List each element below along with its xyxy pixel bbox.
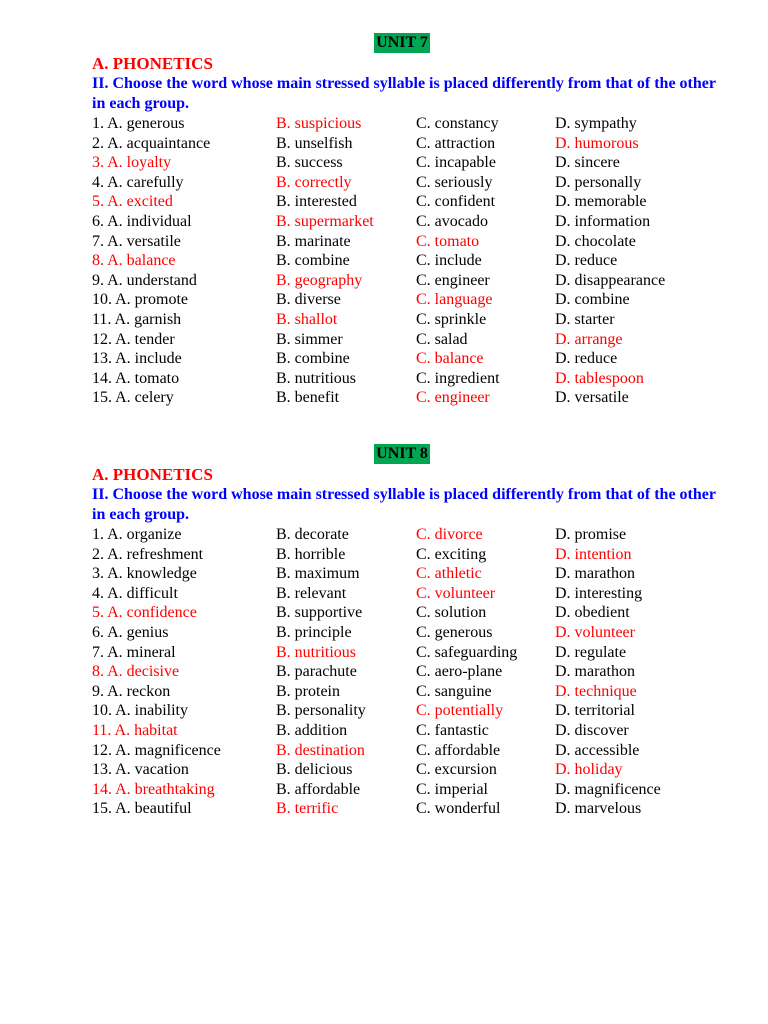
option-a: 13. A. vacation — [92, 761, 189, 779]
question-row — [92, 780, 732, 800]
question-row — [92, 330, 732, 350]
question-row — [92, 525, 732, 545]
option-d: D. technique — [555, 682, 637, 700]
unit-7-section — [0, 33, 768, 407]
option-b: B. supermarket — [276, 212, 374, 230]
option-b: B. success — [276, 154, 343, 172]
option-b: B. principle — [276, 623, 352, 641]
option-a: 5. A. excited — [92, 193, 173, 211]
option-a: 6. A. individual — [92, 212, 192, 230]
question-row — [92, 721, 732, 741]
question-row — [92, 114, 732, 134]
option-c: C. aero-plane — [416, 663, 503, 681]
option-a: 2. A. refreshment — [92, 545, 204, 563]
option-a: 6. A. genius — [92, 623, 169, 641]
option-c: C. language — [416, 291, 493, 309]
option-b: B. correctly — [276, 173, 352, 191]
option-a: 15. A. celery — [92, 389, 174, 407]
option-a: 2. A. acquaintance — [92, 134, 211, 152]
option-b: B. destination — [276, 741, 365, 759]
option-d: D. sincere — [555, 154, 620, 172]
instruction-body: Choose the word whose main stressed syllable is placed differently from that of the other in each group. — [92, 486, 716, 523]
option-d: D. intention — [555, 545, 632, 563]
question-list — [92, 525, 732, 819]
option-a: 10. A. promote — [92, 291, 188, 309]
option-b: B. benefit — [276, 389, 340, 407]
option-a: 8. A. decisive — [92, 663, 180, 681]
option-c: C. constancy — [416, 115, 499, 132]
option-c: C. excursion — [416, 761, 497, 779]
option-c: C. seriously — [416, 173, 493, 191]
option-a: 12. A. magnificence — [92, 741, 221, 759]
option-b: B. supportive — [276, 604, 363, 622]
option-c: C. exciting — [416, 545, 487, 563]
option-a: 7. A. mineral — [92, 643, 176, 661]
option-a: 5. A. confidence — [92, 604, 197, 622]
option-d: D. marathon — [555, 663, 635, 681]
option-b: B. personality — [276, 702, 366, 720]
option-d: D. promise — [555, 526, 627, 543]
option-d: D. volunteer — [555, 623, 635, 641]
option-d: D. memorable — [555, 193, 647, 211]
option-b: B. parachute — [276, 663, 357, 681]
option-a: 1. A. generous — [92, 115, 185, 132]
option-d: D. accessible — [555, 741, 640, 759]
question-list — [92, 114, 732, 408]
option-c: C. safeguarding — [416, 643, 518, 661]
instruction-body: Choose the word whose main stressed syllable is placed differently from that of the other in each group. — [92, 75, 716, 112]
option-a: 13. A. include — [92, 350, 182, 368]
question-row — [92, 643, 732, 663]
option-d: D. information — [555, 212, 651, 230]
option-c: C. avocado — [416, 212, 488, 230]
option-c: C. tomato — [416, 232, 480, 250]
option-d: D. obedient — [555, 604, 630, 622]
option-a: 12. A. tender — [92, 330, 175, 348]
option-c: C. ingredient — [416, 369, 500, 387]
option-d: D. disappearance — [555, 271, 666, 289]
unit-8-section — [0, 444, 768, 818]
option-c: C. attraction — [416, 134, 496, 152]
question-row — [92, 545, 732, 565]
option-c: C. solution — [416, 604, 487, 622]
option-c: C. fantastic — [416, 721, 489, 739]
instruction-number: II. — [92, 75, 109, 92]
question-row — [92, 623, 732, 643]
option-a: 14. A. breathtaking — [92, 780, 215, 798]
option-d: D. magnificence — [555, 780, 661, 798]
option-c: C. sprinkle — [416, 310, 487, 328]
question-row — [92, 682, 732, 702]
option-c: C. volunteer — [416, 584, 496, 602]
option-c: C. divorce — [416, 526, 483, 543]
question-row — [92, 271, 732, 291]
question-row — [92, 153, 732, 173]
instruction-text — [92, 485, 717, 525]
option-d: D. reduce — [555, 350, 618, 368]
question-row — [92, 290, 732, 310]
question-row — [92, 310, 732, 330]
option-a: 14. A. tomato — [92, 369, 180, 387]
option-d: D. holiday — [555, 761, 623, 779]
unit-title: UNIT 8 — [376, 445, 428, 462]
option-c: C. affordable — [416, 741, 501, 759]
option-c: C. engineer — [416, 389, 490, 407]
option-b: B. suspicious — [276, 115, 362, 132]
question-row — [92, 232, 732, 252]
option-d: D. territorial — [555, 702, 635, 720]
question-row — [92, 564, 732, 584]
question-row — [92, 251, 732, 271]
option-b: B. geography — [276, 271, 363, 289]
option-b: B. marinate — [276, 232, 351, 250]
question-row — [92, 369, 732, 389]
option-d: D. discover — [555, 721, 629, 739]
option-b: B. nutritious — [276, 369, 357, 387]
option-a: 4. A. difficult — [92, 584, 178, 602]
option-d: D. starter — [555, 310, 615, 328]
option-a: 7. A. versatile — [92, 232, 181, 250]
option-c: C. imperial — [416, 780, 488, 798]
option-c: C. athletic — [416, 565, 482, 583]
option-b: B. horrible — [276, 545, 346, 563]
option-a: 15. A. beautiful — [92, 800, 192, 818]
option-a: 10. A. inability — [92, 702, 188, 720]
option-b: B. addition — [276, 721, 348, 739]
option-a: 11. A. habitat — [92, 721, 178, 739]
option-c: C. confident — [416, 193, 496, 211]
option-a: 9. A. understand — [92, 271, 197, 289]
option-d: D. chocolate — [555, 232, 636, 250]
option-b: B. delicious — [276, 761, 353, 779]
option-a: 1. A. organize — [92, 526, 182, 543]
option-b: B. interested — [276, 193, 357, 211]
option-a: 3. A. loyalty — [92, 154, 172, 172]
option-b: B. diverse — [276, 291, 341, 309]
option-b: B. affordable — [276, 780, 361, 798]
section-title: A. PHONETICS — [92, 54, 213, 73]
question-row — [92, 584, 732, 604]
option-c: C. incapable — [416, 154, 496, 172]
section-title: A. PHONETICS — [92, 465, 213, 484]
option-b: B. nutritious — [276, 643, 357, 661]
option-b: B. protein — [276, 682, 340, 700]
option-c: C. include — [416, 252, 482, 270]
option-a: 3. A. knowledge — [92, 565, 197, 583]
question-row — [92, 212, 732, 232]
question-row — [92, 192, 732, 212]
instruction-text — [92, 74, 717, 114]
option-c: C. potentially — [416, 702, 504, 720]
unit-title: UNIT 7 — [376, 34, 428, 51]
option-b: B. simmer — [276, 330, 343, 348]
option-a: 11. A. garnish — [92, 310, 182, 328]
option-d: D. sympathy — [555, 115, 637, 132]
question-row — [92, 741, 732, 761]
option-b: B. combine — [276, 252, 350, 270]
option-b: B. shallot — [276, 310, 338, 328]
option-b: B. unselfish — [276, 134, 353, 152]
question-row — [92, 173, 732, 193]
option-b: B. decorate — [276, 526, 349, 543]
option-c: C. wonderful — [416, 800, 501, 818]
option-a: 8. A. balance — [92, 252, 176, 270]
option-d: D. marvelous — [555, 800, 642, 818]
option-c: C. salad — [416, 330, 468, 348]
option-a: 9. A. reckon — [92, 682, 171, 700]
option-c: C. balance — [416, 350, 484, 368]
option-c: C. sanguine — [416, 682, 492, 700]
option-d: D. reduce — [555, 252, 618, 270]
question-row — [92, 134, 732, 154]
question-row — [92, 799, 732, 819]
question-row — [92, 662, 732, 682]
option-a: 4. A. carefully — [92, 173, 184, 191]
question-row — [92, 701, 732, 721]
option-d: D. marathon — [555, 565, 635, 583]
option-d: D. regulate — [555, 643, 627, 661]
question-row — [92, 603, 732, 623]
option-d: D. personally — [555, 173, 642, 191]
option-c: C. engineer — [416, 271, 490, 289]
option-d: D. humorous — [555, 134, 639, 152]
option-d: D. combine — [555, 291, 630, 309]
option-b: B. relevant — [276, 584, 347, 602]
question-row — [92, 349, 732, 369]
option-b: B. terrific — [276, 800, 339, 818]
option-d: D. tablespoon — [555, 369, 644, 387]
question-row — [92, 388, 732, 408]
instruction-number: II. — [92, 486, 109, 503]
option-c: C. generous — [416, 623, 493, 641]
option-d: D. versatile — [555, 389, 629, 407]
option-d: D. interesting — [555, 584, 643, 602]
option-b: B. maximum — [276, 565, 360, 583]
option-d: D. arrange — [555, 330, 623, 348]
option-b: B. combine — [276, 350, 350, 368]
question-row — [92, 760, 732, 780]
